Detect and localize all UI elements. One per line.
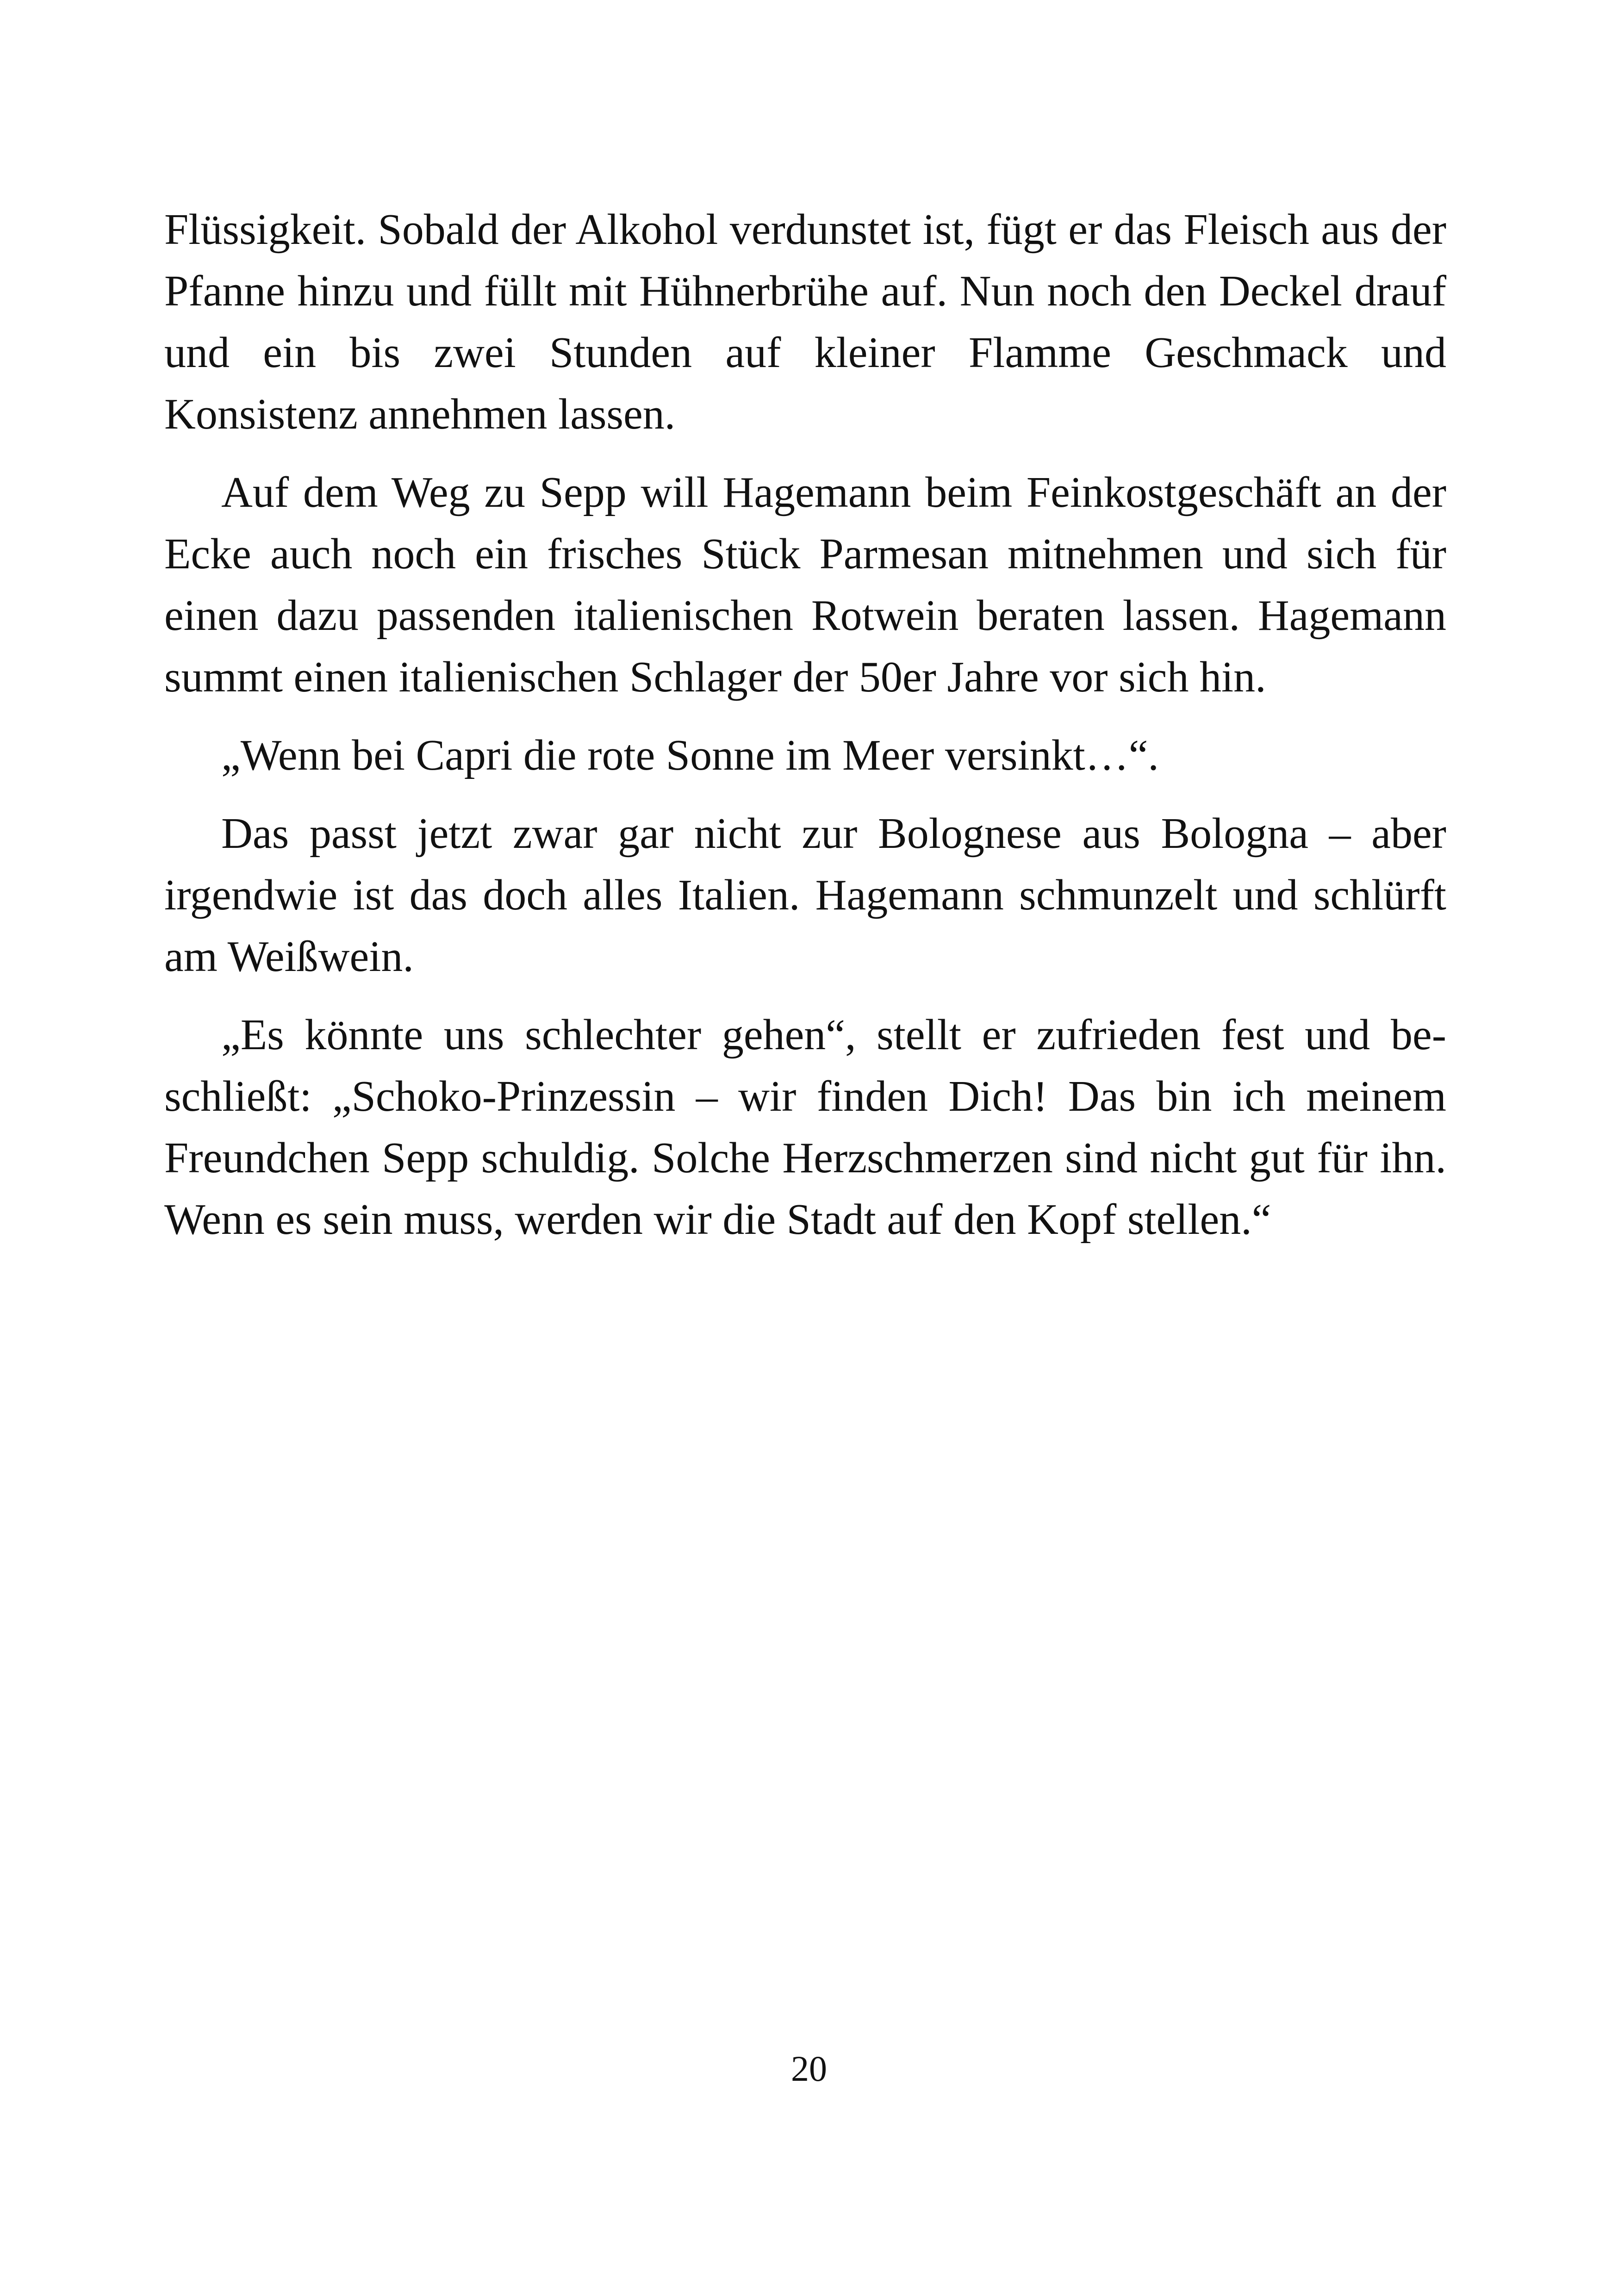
- paragraph-3: „Wenn bei Capri die rote Sonne im Meer versinkt…“.: [221, 731, 1159, 779]
- body-text: [164, 199, 1446, 1267]
- paragraph-1: Flüssigkeit. Sobald der Alkohol verdunstet ist, fügt er das Fleisch aus der Pfanne hinzu und füllt mit Hühnerbrühe auf. Nun noch den Deckel drauf und ein bis zwei Stunden auf kleiner Flamme Geschmack und Konsistenz annehmen lassen.: [164, 205, 1446, 438]
- paragraph-5: „Es könnte uns schlechter gehen“, stellt er zufrieden fest und beschließt: „Schoko-Prinzessin – wir finden Dich! Das bin ich meinem Freundchen Sepp schuldig. Solche Herzschmerzen sind nicht gut für ihn. Wenn es sein muss, werden wir die Stadt auf den Kopf stellen.“: [164, 1011, 1446, 1244]
- page-number: 20: [791, 2048, 827, 2089]
- paragraph-2: Auf dem Weg zu Sepp will Hagemann beim Feinkostgeschäft an der Ecke auch noch ein frisches Stück Parmesan mitnehmen und sich für einen dazu passenden italienischen Rotwein beraten lassen. Hagemann summt einen italienischen Schlager der 50er Jahre vor sich hin.: [164, 468, 1446, 701]
- paragraph-4: Das passt jetzt zwar gar nicht zur Bolognese aus Bologna – aber irgendwie ist das doch alles Italien. Hagemann schmunzelt und schlürft am Weißwein.: [164, 809, 1446, 981]
